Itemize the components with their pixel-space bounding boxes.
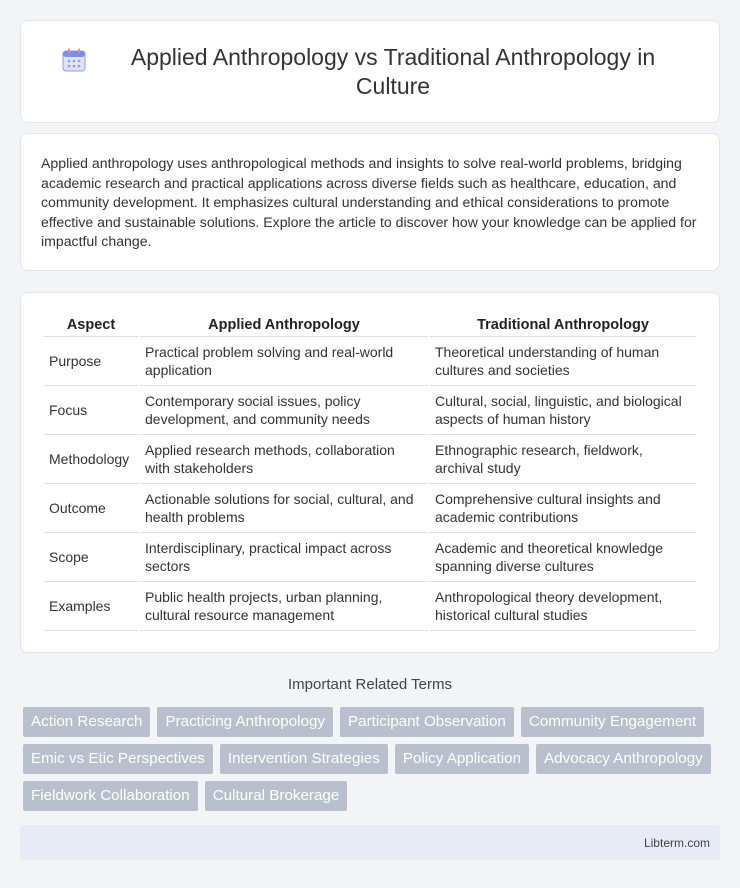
aspect-cell: Focus — [44, 386, 138, 435]
applied-cell: Public health projects, urban planning, cultural resource management — [140, 582, 428, 631]
related-term-tag[interactable]: Action Research — [23, 707, 150, 737]
related-term-tag[interactable]: Participant Observation — [340, 707, 514, 737]
table-row — [44, 582, 696, 631]
traditional-cell: Theoretical understanding of human cultures and societies — [430, 337, 696, 386]
applied-cell: Contemporary social issues, policy development, and community needs — [140, 386, 428, 435]
related-terms-heading: Important Related Terms — [288, 676, 452, 693]
header-applied: Applied Anthropology — [140, 313, 428, 337]
table-row — [44, 533, 696, 582]
applied-cell: Practical problem solving and real-world application — [140, 337, 428, 386]
table-row — [44, 484, 696, 533]
title-card — [20, 20, 720, 123]
header-aspect: Aspect — [44, 313, 138, 337]
footer — [20, 825, 720, 860]
page-title: Applied Anthropology vs Traditional Anthropology in Culture — [130, 43, 656, 99]
related-term-tag[interactable]: Advocacy Anthropology — [536, 744, 711, 774]
aspect-cell: Outcome — [44, 484, 138, 533]
related-terms-list — [23, 707, 720, 811]
table-row — [44, 337, 696, 386]
table-header-row — [44, 313, 696, 337]
related-term-tag[interactable]: Community Engagement — [521, 707, 704, 737]
aspect-cell: Purpose — [44, 337, 138, 386]
related-term-tag[interactable]: Fieldwork Collaboration — [23, 781, 198, 811]
related-term-tag[interactable]: Policy Application — [395, 744, 529, 774]
intro-card — [20, 133, 720, 271]
applied-cell: Actionable solutions for social, cultural, and health problems — [140, 484, 428, 533]
comparison-table-card — [20, 292, 720, 653]
traditional-cell: Comprehensive cultural insights and academic contributions — [430, 484, 696, 533]
related-term-tag[interactable]: Cultural Brokerage — [205, 781, 348, 811]
intro-paragraph: Applied anthropology uses anthropological methods and insights to solve real-world problems, bridging academic research and practical applications across diverse fields such as healthcare, education, and community development. It emphasizes cultural understanding and ethical considerations to promote effective and sustainable solutions. Explore the article to discover how your knowledge can be applied for impactful change. — [41, 155, 697, 250]
comparison-table — [42, 313, 698, 631]
traditional-cell: Ethnographic research, fieldwork, archival study — [430, 435, 696, 484]
footer-site-link[interactable]: Libterm.com — [643, 835, 710, 850]
aspect-cell: Examples — [44, 582, 138, 631]
related-term-tag[interactable]: Practicing Anthropology — [157, 707, 333, 737]
table-row — [44, 386, 696, 435]
aspect-cell: Scope — [44, 533, 138, 582]
traditional-cell: Cultural, social, linguistic, and biological aspects of human history — [430, 386, 696, 435]
title-wrap — [61, 43, 679, 101]
header-traditional: Traditional Anthropology — [430, 313, 696, 337]
table-row — [44, 435, 696, 484]
traditional-cell: Anthropological theory development, historical cultural studies — [430, 582, 696, 631]
related-term-tag[interactable]: Emic vs Etic Perspectives — [23, 744, 213, 774]
related-term-tag[interactable]: Intervention Strategies — [220, 744, 388, 774]
calendar-icon — [61, 47, 87, 73]
applied-cell: Applied research methods, collaboration with stakeholders — [140, 435, 428, 484]
traditional-cell: Academic and theoretical knowledge spanning diverse cultures — [430, 533, 696, 582]
applied-cell: Interdisciplinary, practical impact across sectors — [140, 533, 428, 582]
aspect-cell: Methodology — [44, 435, 138, 484]
